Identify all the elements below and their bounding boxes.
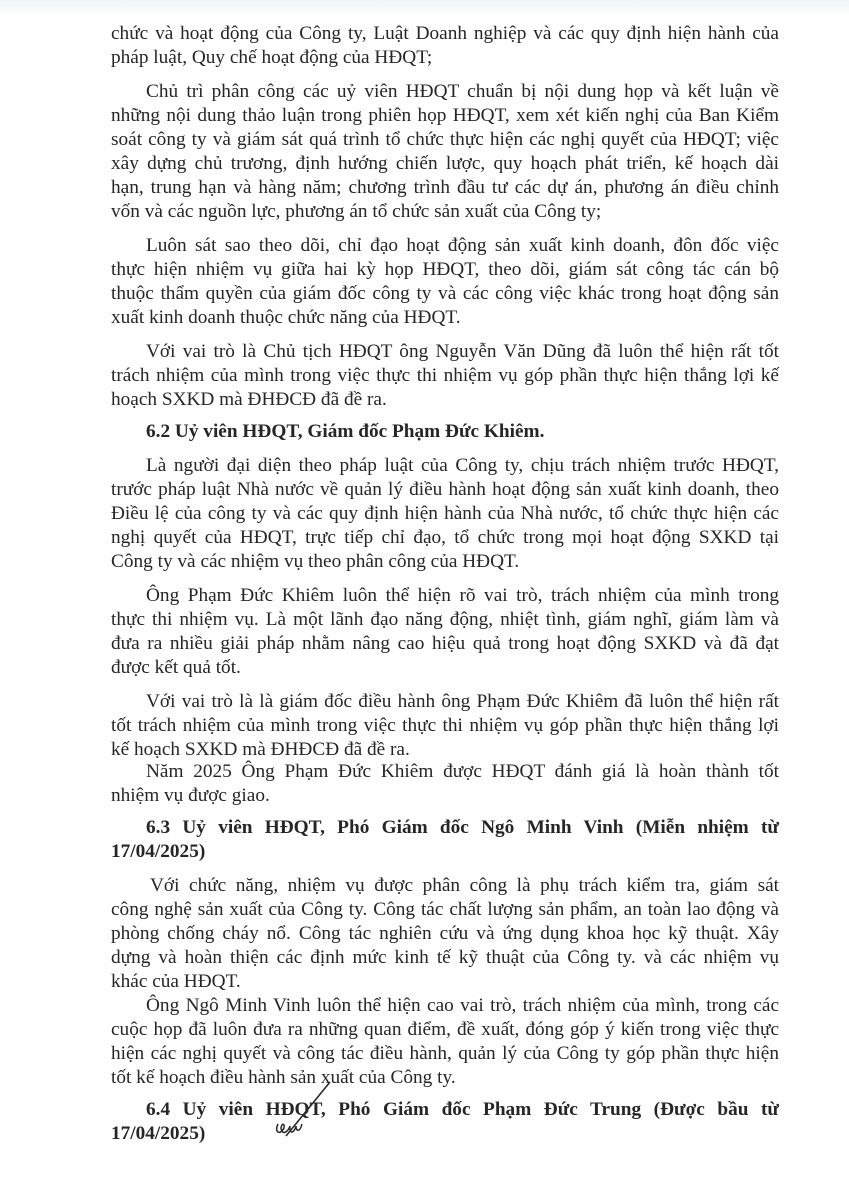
body-line: Chủ trì phân công các uỷ viên HĐQT chuẩn bị nội dung họp và kết luận về: [146, 81, 779, 102]
body-line: được kết quả tốt.: [111, 657, 241, 678]
body-line: cuộc họp đã luôn đưa ra những quan điểm, đề xuất, đóng góp ý kiến trong việc thực: [111, 1019, 779, 1040]
section-heading-6-3-cont: 17/04/2025): [111, 841, 206, 862]
body-line: kế hoạch SXKD mà ĐHĐCĐ đã đề ra.: [111, 739, 410, 760]
body-line: dựng và hoàn thiện các định mức kinh tế kỹ thuật của Công ty. và các nhiệm vụ: [111, 947, 779, 968]
body-line: Với vai trò là là giám đốc điều hành ông Phạm Đức Khiêm đã luôn thể hiện rất: [146, 691, 779, 712]
body-line: Ông Ngô Minh Vinh luôn thể hiện cao vai trò, trách nhiệm của mình, trong các: [146, 995, 779, 1016]
body-line: hoạch SXKD mà ĐHĐCĐ đã đề ra.: [111, 389, 387, 410]
scan-edge: [0, 0, 849, 14]
body-line: Với chức năng, nhiệm vụ được phân công là phụ trách kiểm tra, giám sát: [150, 875, 779, 896]
body-line: đưa ra nhiều giải pháp nhằm nâng cao hiệu quả trong hoạt động SXKD và đã đạt: [111, 633, 779, 654]
body-line: công nghệ sản xuất của Công ty. Công tác chất lượng sản phẩm, an toàn lao động và: [111, 899, 779, 920]
body-line: trách nhiệm của mình trong việc thực thi nhiệm vụ góp phần thực hiện thắng lợi kế: [111, 365, 779, 386]
body-line: Luôn sát sao theo dõi, chỉ đạo hoạt động sản xuất kinh doanh, đôn đốc việc: [146, 235, 779, 256]
body-line: Với vai trò là Chủ tịch HĐQT ông Nguyễn Văn Dũng đã luôn thể hiện rất tốt: [146, 341, 779, 362]
body-line: nhiệm vụ được giao.: [111, 785, 270, 806]
body-line: xây dựng chủ trương, định hướng chiến lược, quy hoạch phát triển, kế hoạch dài: [111, 153, 779, 174]
body-line: xuất kinh doanh thuộc chức năng của HĐQT.: [111, 307, 461, 328]
body-line: vốn và các nguồn lực, phương án tổ chức sản xuất của Công ty;: [111, 201, 602, 222]
section-heading-6-3: 6.3 Uỷ viên HĐQT, Phó Giám đốc Ngô Minh Vinh (Miễn nhiệm từ: [146, 817, 779, 838]
body-line: nghị quyết của HĐQT, trực tiếp chỉ đạo, tổ chức trong mọi hoạt động SXKD tại: [111, 527, 779, 548]
section-heading-6-4-cont: 17/04/2025): [111, 1123, 206, 1144]
body-line: thuộc thẩm quyền của giám đốc công ty và các công việc khác trong hoạt động sản: [111, 283, 779, 304]
body-line: Công ty và các nhiệm vụ theo phân công của HĐQT.: [111, 551, 520, 572]
body-line: pháp luật, Quy chế hoạt động của HĐQT;: [111, 47, 433, 68]
body-line: tốt trách nhiệm của mình trong việc thực thi nhiệm vụ góp phần thực hiện thắng lợi: [111, 715, 779, 736]
body-line: những nội dung thảo luận trong phiên họp HĐQT, xem xét kiến nghị của Ban Kiểm: [111, 105, 779, 126]
body-line: Ông Phạm Đức Khiêm luôn thể hiện rõ vai trò, trách nhiệm của mình trong: [146, 585, 779, 606]
body-line: Là người đại diện theo pháp luật của Công ty, chịu trách nhiệm trước HĐQT,: [146, 455, 779, 476]
section-heading-6-2: 6.2 Uỷ viên HĐQT, Giám đốc Phạm Đức Khiêm.: [146, 421, 545, 442]
handwritten-signature-icon: [272, 1080, 342, 1140]
body-line: Điều lệ của công ty và các quy định hiện hành của Nhà nước, tổ chức thực hiện các: [111, 503, 779, 524]
body-line: chức và hoạt động của Công ty, Luật Doanh nghiệp và các quy định hiện hành của: [111, 23, 779, 44]
body-line: hạn, trung hạn và hàng năm; chương trình đầu tư các dự án, phương án điều chỉnh: [111, 177, 779, 198]
body-line: khác của HĐQT.: [111, 971, 241, 992]
body-line: hiện các nghị quyết và công tác điều hành, quản lý của Công ty góp phần thực hiện: [111, 1043, 779, 1064]
body-line: trước pháp luật Nhà nước về quản lý điều hành hoạt động sản xuất kinh doanh, theo: [111, 479, 779, 500]
body-line: Năm 2025 Ông Phạm Đức Khiêm được HĐQT đánh giá là hoàn thành tốt: [146, 761, 779, 782]
body-line: tốt kế hoạch điều hành sản xuất của Công ty.: [111, 1067, 456, 1088]
body-line: soát công ty và giám sát quá trình tổ chức thực hiện các nghị quyết của HĐQT; việc: [111, 129, 779, 150]
section-heading-6-4: 6.4 Uỷ viên HĐQT, Phó Giám đốc Phạm Đức Trung (Được bầu từ: [146, 1099, 779, 1120]
body-line: thực hiện nhiệm vụ giữa hai kỳ họp HĐQT, theo dõi, giám sát công tác cán bộ: [111, 259, 779, 280]
body-line: phòng chống cháy nổ. Công tác nghiên cứu và ứng dụng khoa học kỹ thuật. Xây: [111, 923, 779, 944]
body-line: thực thi nhiệm vụ. Là một lãnh đạo năng động, nhiệt tình, giám nghĩ, giám làm và: [111, 609, 779, 630]
